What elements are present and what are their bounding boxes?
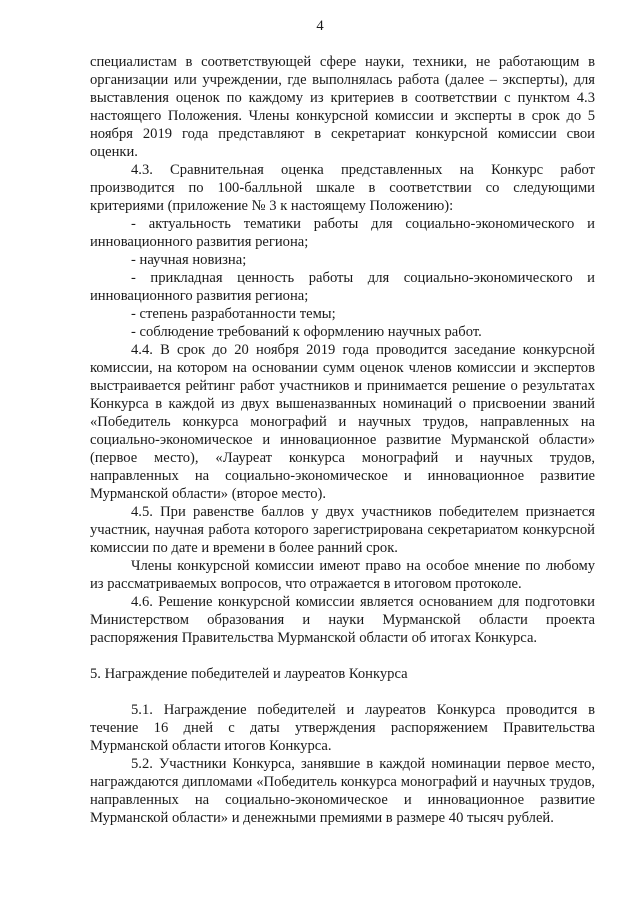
paragraph-4-5: 4.5. При равенстве баллов у двух участников победителем признается участник, научная работа которого зарегистрирована секретариатом конкурсной комиссии по дате и времени в более ранний срок. [90,504,595,556]
paragraph-experts-continuation: специалистам в соответствующей сфере науки, техники, не работающим в организации или учреждении, где выполнялась работа (далее – эксперты), для выставления оценок по каждому из критериев в соответствии с пунктом 4.3 настоящего Положения. Члены конкурсной комиссии и эксперты в срок до 5 ноября 2019 года представляют в секретариат конкурсной комиссии свои оценки. [90,54,595,160]
criteria-item-applied-value: - прикладная ценность работы для социально-экономического и инновационного развития региона; [90,270,595,304]
criteria-item-novelty: - научная новизна; [131,252,247,268]
paragraph-4-3: 4.3. Сравнительная оценка представленных на Конкурс работ производится по 100-балльной шкале в соответствии со следующими критериями (приложение № 3 к настоящему Положению): [90,162,595,214]
criteria-item-relevance: - актуальность тематики работы для социально-экономического и инновационного развития региона; [90,216,595,250]
page-number: 4 [316,18,324,34]
paragraph-4-6: 4.6. Решение конкурсной комиссии является основанием для подготовки Министерством образования и науки Мурманской области проекта распоряжения Правительства Мурманской области об итогах Конкурса. [90,594,595,646]
section-heading-awards: 5. Награждение победителей и лауреатов Конкурса [90,666,408,682]
criteria-item-formatting: - соблюдение требований к оформлению научных работ. [131,324,482,340]
paragraph-4-4: 4.4. В срок до 20 ноября 2019 года проводится заседание конкурсной комиссии, на котором на основании сумм оценок членов комиссии и экспертов выстраивается рейтинг работ участников и принимается решение о результатах Конкурса в каждой из двух вышеназванных номинаций о присвоении званий «Победитель конкурса монографий и научных трудов, направленных на социально-экономическое и инновационное развитие Мурманской области» (первое место), «Лауреат конкурса монографий и научных трудов, направленных на социально-экономическое и инновационное развитие Мурманской области» (второе место). [90,342,595,502]
document-body [90,53,595,827]
criteria-item-elaboration: - степень разработанности темы; [131,306,336,322]
paragraph-5-2: 5.2. Участники Конкурса, занявшие в каждой номинации первое место, награждаются дипломами «Победитель конкурса монографий и научных трудов, направленных на социально-экономическое и инновационное развитие Мурманской области» и денежными премиями в размере 40 тысяч рублей. [90,756,595,826]
paragraph-5-1: 5.1. Награждение победителей и лауреатов Конкурса проводится в течение 16 дней с даты утверждения распоряжением Правительства Мурманской области итогов Конкурса. [90,702,595,754]
paragraph-special-opinion: Члены конкурсной комиссии имеют право на особое мнение по любому из рассматриваемых вопросов, что отражается в итоговом протоколе. [90,558,595,592]
